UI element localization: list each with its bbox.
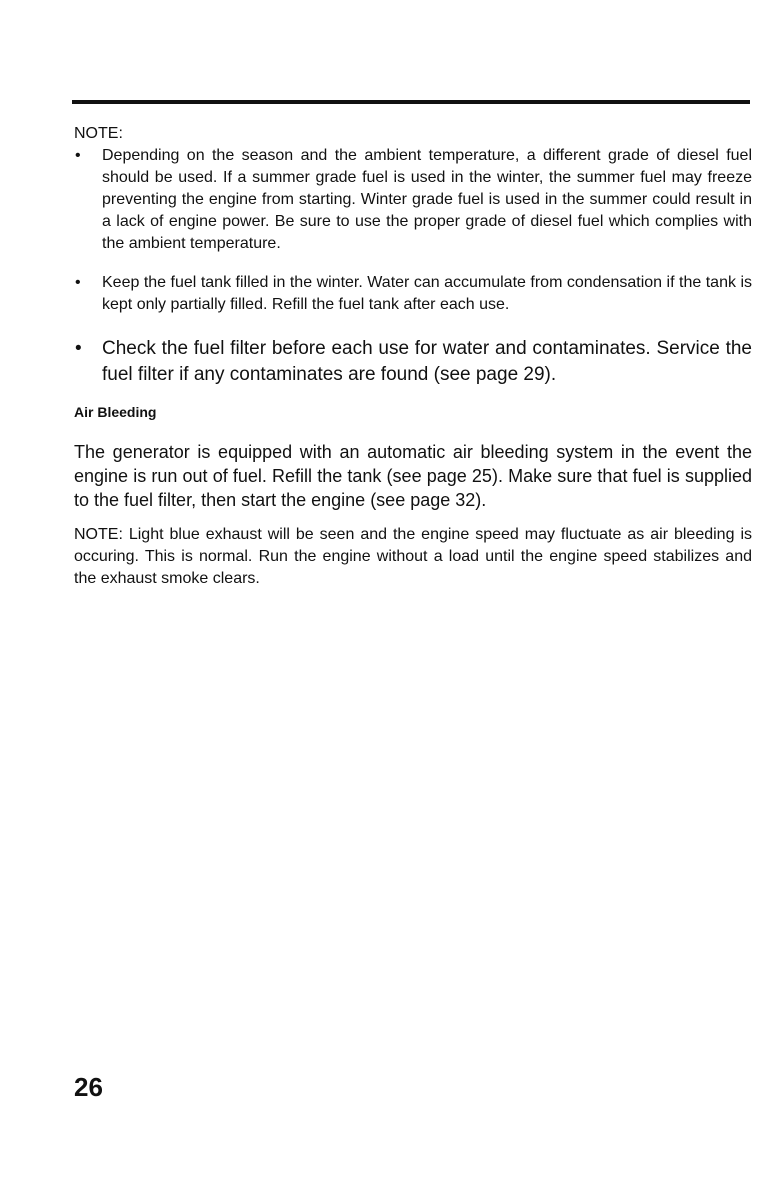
note-bullet-fuel-filter [74, 336, 752, 388]
bullet-text: Keep the fuel tank filled in the winter. Water can accumulate from condensation if the tank is kept only partially filled. Refill the fuel tank after each use. [102, 274, 752, 313]
top-rule [72, 100, 750, 104]
bullet-text: Depending on the season and the ambient temperature, a different grade of diesel fuel should be used. If a summer grade fuel is used in the winter, the summer fuel may freeze preventing the engine from starting. Winter grade fuel is used in the summer could result in a lack of engine power. Be sure to use the proper grade of diesel fuel which complies with the ambient temperature. [102, 147, 752, 252]
bullet-dot-icon: • [75, 147, 81, 164]
note-bullet-fuel-tank [74, 272, 752, 316]
note-label: NOTE: [74, 125, 123, 142]
air-bleeding-note: NOTE: Light blue exhaust will be seen and the engine speed may fluctuate as air bleeding is occuring. This is normal. Run the engine without a load until the engine speed stabilizes and the exhaust smoke clears. [74, 526, 752, 587]
page-number: 26 [74, 1072, 103, 1102]
bullet-dot-icon: • [75, 338, 82, 359]
air-bleeding-paragraph: The generator is equipped with an automatic air bleeding system in the event the engine is run out of fuel. Refill the tank (see page 25). Make sure that fuel is supplied to the fuel filter, then start the engine (see page 32). [74, 442, 752, 510]
note-bullet-list [74, 145, 752, 388]
bullet-text: Check the fuel filter before each use for water and contaminates. Service the fuel filter if any contaminates are found (see page 29). [102, 338, 752, 385]
section-heading: Air Bleeding [74, 404, 157, 420]
bullet-dot-icon: • [75, 274, 81, 291]
note-bullet-fuel-grade [74, 145, 752, 255]
page-content [74, 123, 752, 590]
